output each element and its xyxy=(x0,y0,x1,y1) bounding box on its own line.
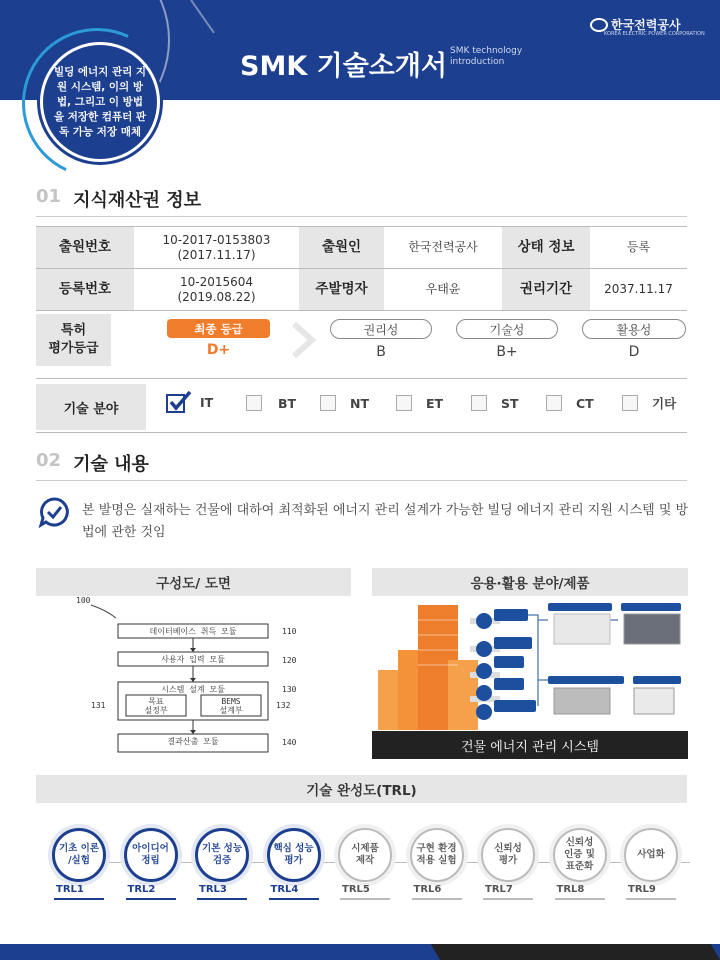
section-number: 02 xyxy=(36,450,62,471)
trl-level-label: TRL6 xyxy=(413,884,442,895)
inventor-label: 주발명자 xyxy=(299,269,384,311)
diagram-box-label: 사용자 입력 모듈 xyxy=(161,655,225,664)
trl-level-label: TRL9 xyxy=(628,884,656,895)
trl-step-label: 아이디어 정립 xyxy=(132,843,169,866)
checkbox[interactable] xyxy=(546,395,562,411)
ip-info-table xyxy=(36,226,687,311)
trl-step-circle xyxy=(267,828,321,882)
applicant-label: 출원인 xyxy=(299,227,384,269)
page-title: SMK 기술소개서 xyxy=(240,51,448,82)
diagram-box-label: 데이터베이스 취득 모듈 xyxy=(149,627,237,636)
grade-item-label: 기술성 xyxy=(456,319,558,339)
checkbox[interactable] xyxy=(246,395,262,411)
trl-level-label: TRL5 xyxy=(342,884,370,895)
chat-check-icon xyxy=(38,496,70,528)
trl-step-label: 기초 이론 /실험 xyxy=(58,843,99,866)
building-energy-illustration xyxy=(378,600,684,730)
diagram-box-ref: 120 xyxy=(282,656,297,665)
diagram-sub-label: 설계부 xyxy=(219,706,243,715)
section-number: 01 xyxy=(36,186,62,207)
divider xyxy=(36,432,687,433)
option-label: ET xyxy=(426,395,444,411)
summary-text: 빌딩 에너지 관리 지원 시스템, 이의 방법, 그리고 이 방법을 저장한 컴퓨터 판독 가능 저장 매체 xyxy=(53,65,147,138)
option-label: IT xyxy=(200,394,214,410)
trl-level-underline xyxy=(412,898,462,900)
final-grade-value: D+ xyxy=(206,342,231,358)
option-label: 기타 xyxy=(652,396,677,411)
trl-level-underline xyxy=(54,898,104,900)
trl-step-circle xyxy=(195,828,249,882)
final-grade-pill: 최종 등급 xyxy=(167,319,270,338)
checkbox[interactable] xyxy=(396,395,412,411)
trl-level-label: TRL2 xyxy=(127,884,156,895)
section2-heading xyxy=(36,450,149,476)
trl-level-underline xyxy=(126,898,176,900)
trl-step-label: 시제품 제작 xyxy=(351,843,379,866)
tech-option-etc[interactable] xyxy=(622,394,676,412)
table-row xyxy=(36,227,687,269)
trl-step-label: 기본 성능 검증 xyxy=(201,843,242,866)
divider xyxy=(36,480,687,481)
diagram-sub-label: 목표 xyxy=(148,697,164,706)
trl-step-label: 신뢰성 인증 및 표준화 xyxy=(564,837,595,872)
diagram-box-label: 결과산출 모듈 xyxy=(167,737,219,746)
trl-level-underline xyxy=(483,898,533,900)
section1-heading xyxy=(36,186,201,212)
divider xyxy=(36,216,687,217)
trl-header: 기술 완성도(TRL) xyxy=(36,775,687,803)
diagram-box-ref: 110 xyxy=(282,627,297,636)
checkbox[interactable] xyxy=(622,395,638,411)
diagram-box-ref: 140 xyxy=(282,738,297,747)
reg-no-value: 10-2015604 (2019.08.22) xyxy=(134,269,299,311)
summary-circle xyxy=(40,42,160,162)
app-no-label: 출원번호 xyxy=(36,227,134,269)
trl-step-circle xyxy=(553,828,607,882)
logo-mark-icon xyxy=(590,18,608,32)
trl-level-underline xyxy=(626,898,676,900)
trl-level-underline xyxy=(555,898,605,900)
applicant-value: 한국전력공사 xyxy=(384,227,502,269)
tech-option-et[interactable] xyxy=(396,395,443,411)
diagram-box-label: 시스템 설계 모듈 xyxy=(161,685,225,694)
term-value: 2037.11.17 xyxy=(590,269,687,311)
app-no-value: 10-2017-0153803 (2017.11.17) xyxy=(134,227,299,269)
trl-step-circle xyxy=(124,828,178,882)
grade-item-value: D xyxy=(628,344,640,360)
trl-step-circle xyxy=(410,828,464,882)
term-label: 권리기간 xyxy=(502,269,590,311)
diagram-header: 구성도/ 도면 xyxy=(36,568,351,596)
inventor-value: 우태윤 xyxy=(384,269,502,311)
chevron-right-icon xyxy=(290,320,320,360)
kepco-logo: 한국전력공사 xyxy=(590,16,681,33)
tech-field-label: 기술 분야 xyxy=(36,384,146,430)
trl-step-circle xyxy=(624,828,678,882)
diagram-sub-ref: 131 xyxy=(91,701,106,710)
trl-level-label: TRL1 xyxy=(56,884,84,895)
trl-step-circle xyxy=(481,828,535,882)
option-label: CT xyxy=(576,395,594,411)
trl-step-label: 핵심 성능 평가 xyxy=(273,843,314,866)
option-label: NT xyxy=(350,395,369,411)
grade-item-label: 권리성 xyxy=(330,319,432,339)
tech-option-nt[interactable] xyxy=(320,395,369,411)
tech-option-it[interactable] xyxy=(166,390,213,414)
grade-label: 특허 평가등급 xyxy=(36,314,111,366)
section-title: 기술 내용 xyxy=(73,454,149,475)
tech-option-bt[interactable] xyxy=(246,395,296,411)
diagram-sub-ref: 132 xyxy=(276,701,291,710)
grade-item-value: B xyxy=(376,344,386,360)
trl-step-circle xyxy=(338,828,392,882)
option-label: BT xyxy=(278,395,297,411)
logo-subtext: KOREA ELECTRIC POWER CORPORATION xyxy=(604,31,705,37)
description-text: 본 발명은 실재하는 건물에 대하여 최적화된 에너지 관리 설계가 가능한 빌딩 에너지 관리 지원 시스템 및 방법에 관한 것임 xyxy=(82,503,689,540)
page-subtitle: SMK technology introduction xyxy=(450,46,523,67)
configuration-diagram xyxy=(36,596,351,754)
trl-step-label: 신뢰성 평가 xyxy=(494,843,522,866)
trl-level-label: TRL8 xyxy=(556,884,585,895)
diagram-box-ref: 130 xyxy=(282,685,297,694)
trl-level-underline xyxy=(269,898,319,900)
trl-step-label: 구현 환경 적용 실험 xyxy=(416,843,457,866)
grade-item-label: 활용성 xyxy=(582,319,686,339)
table-row xyxy=(36,269,687,311)
checkbox-checked-icon[interactable] xyxy=(166,390,192,414)
tech-option-st[interactable] xyxy=(471,395,519,411)
diagram-sub-label: BEMS xyxy=(221,697,241,706)
building-shape xyxy=(448,660,478,730)
trl-step-circle xyxy=(52,828,106,882)
trl-level-underline xyxy=(340,898,390,900)
checkbox[interactable] xyxy=(471,395,487,411)
reg-no-label: 등록번호 xyxy=(36,269,134,311)
trl-level-label: TRL7 xyxy=(485,884,513,895)
option-label: ST xyxy=(501,395,519,411)
status-label: 상태 정보 xyxy=(502,227,590,269)
checkbox[interactable] xyxy=(320,395,336,411)
diagram-ref: 100 xyxy=(76,596,91,605)
footer-accent xyxy=(431,944,720,960)
grade-item-value: B+ xyxy=(496,344,518,360)
trl-step-label: 사업화 xyxy=(637,849,665,860)
trl-level-underline xyxy=(197,898,247,900)
tech-option-ct[interactable] xyxy=(546,395,594,411)
section-title: 지식재산권 정보 xyxy=(73,190,202,211)
trl-level-label: TRL4 xyxy=(270,884,299,895)
application-header: 응용·활용 분야/제품 xyxy=(372,568,688,596)
trl-level-label: TRL3 xyxy=(199,884,227,895)
diagram-sub-label: 설정부 xyxy=(144,706,168,715)
decorative-line xyxy=(190,0,215,33)
divider xyxy=(36,378,687,379)
application-caption: 건물 에너지 관리 시스템 xyxy=(372,731,688,759)
status-value: 등록 xyxy=(590,227,687,269)
